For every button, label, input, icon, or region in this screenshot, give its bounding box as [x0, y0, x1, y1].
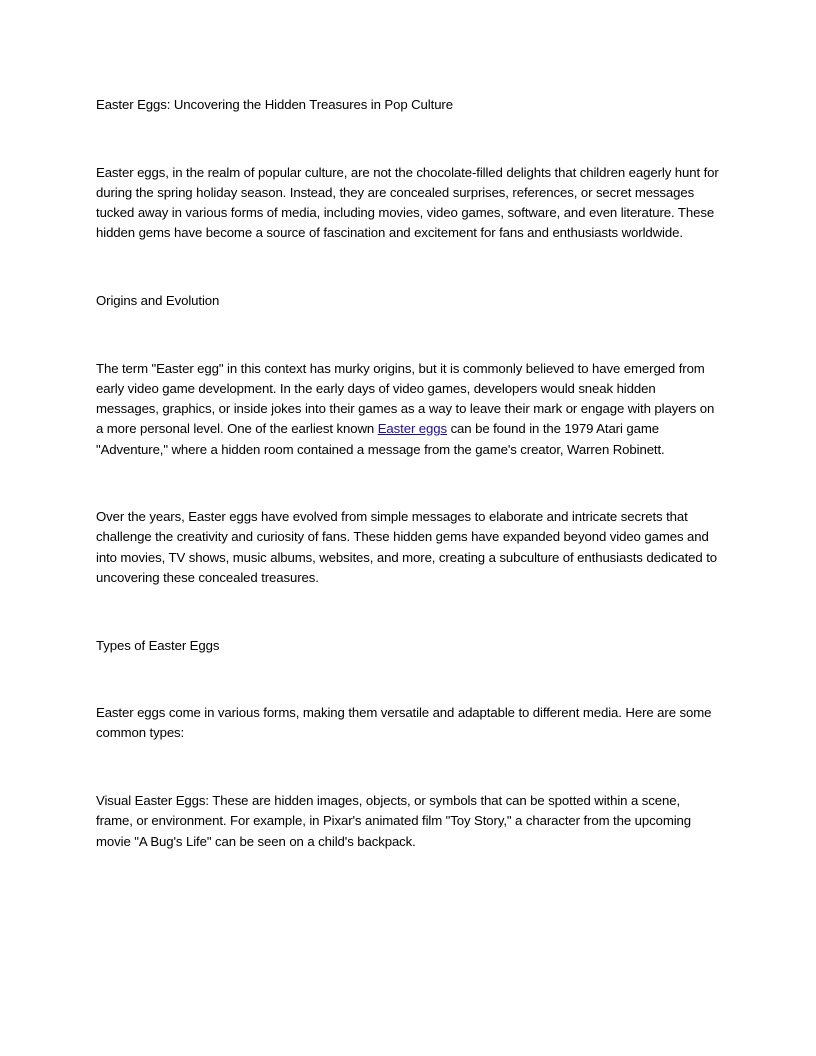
- document-body: [96, 95, 720, 852]
- section-heading-origins: Origins and Evolution: [96, 293, 220, 309]
- easter-eggs-link[interactable]: Easter eggs: [377, 421, 447, 437]
- origins-paragraph-1-text-before: The term "Easter egg" in this context has murky origins, but it is commonly believed to have emerged from early video game development. In the early days of video games, developers would sneak hidden messages, graphics, or inside jokes into their games as a way to leave their mark or engage with players on a more personal level. One of the earliest known: [96, 360, 715, 437]
- origins-paragraph-2: Over the years, Easter eggs have evolved from simple messages to elaborate and intricate secrets that challenge the creativity and curiosity of fans. These hidden gems have expanded beyond video games and into movies, TV shows, music albums, websites, and more, creating a subculture of enthusiasts dedicated to uncovering these concealed treasures.: [96, 509, 718, 585]
- visual-easter-eggs-paragraph: Visual Easter Eggs: These are hidden images, objects, or symbols that can be spotted within a scene, frame, or environment. For example, in Pixar's animated film "Toy Story," a character from the upcoming movie "A Bug's Life" can be seen on a child's backpack.: [96, 793, 692, 849]
- document-title: Easter Eggs: Uncovering the Hidden Treasures in Pop Culture: [96, 97, 453, 112]
- origins-paragraph-1: [96, 359, 720, 460]
- types-intro-paragraph: Easter eggs come in various forms, making them versatile and adaptable to different media. Here are some common types:: [96, 705, 712, 741]
- origins-paragraph-1-text-after: can be found in the 1979 Atari game "Adventure," where a hidden room contained a message from the game's creator, Warren Robinett.: [96, 421, 665, 457]
- section-heading-types: Types of Easter Eggs: [96, 637, 220, 653]
- intro-paragraph: Easter eggs, in the realm of popular culture, are not the chocolate-filled delights that children eagerly hunt for during the spring holiday season. Instead, they are concealed surprises, references, or secret messages tucked away in various forms of media, including movies, video games, software, and even literature. These hidden gems have become a source of fascination and excitement for fans and enthusiasts worldwide.: [96, 164, 719, 241]
